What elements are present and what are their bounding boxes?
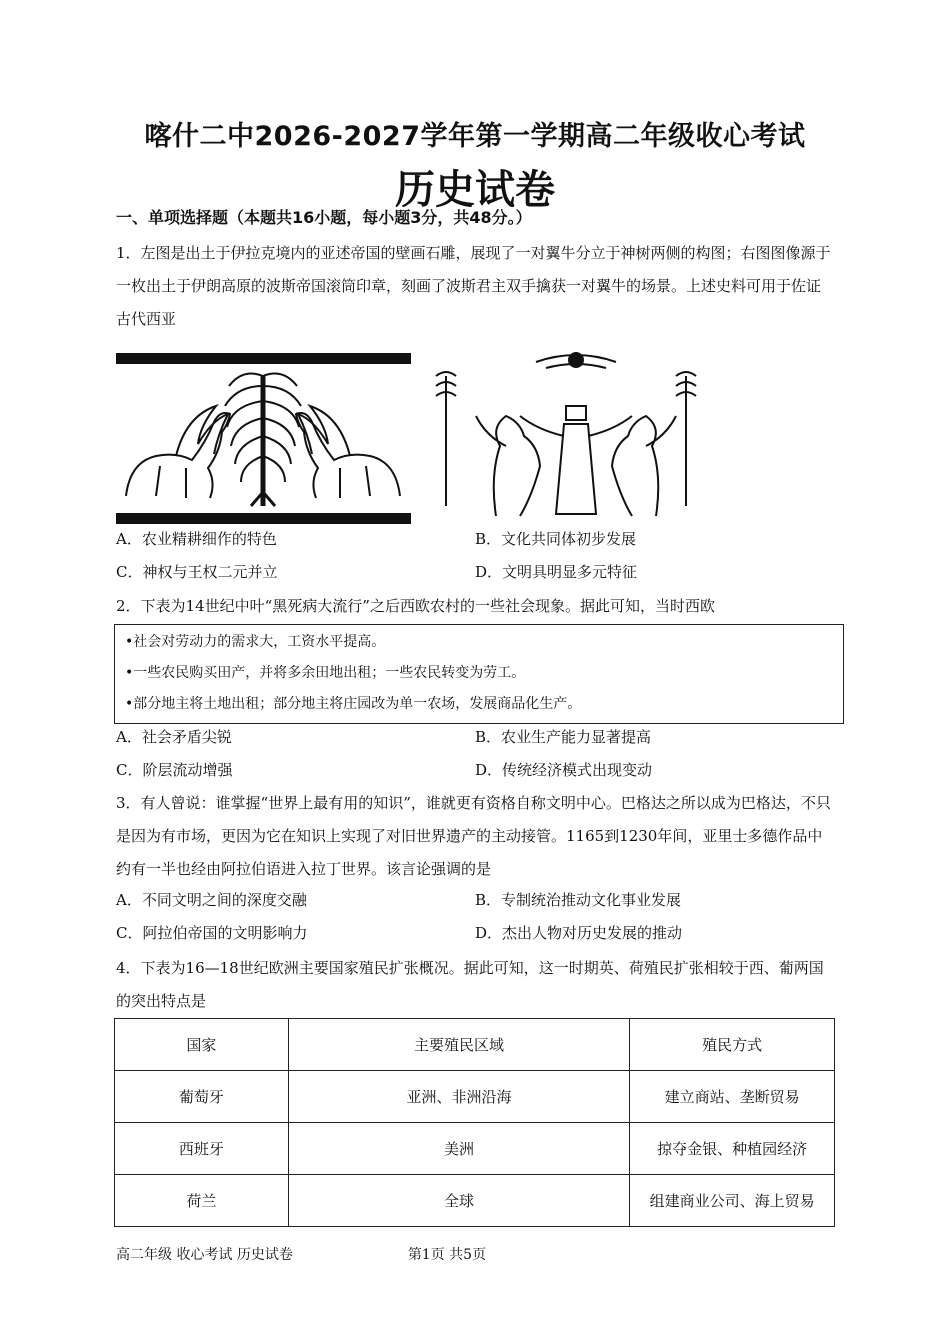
table-header-cell: 殖民方式 (630, 1019, 835, 1071)
question-1-options (116, 523, 834, 589)
option-a[interactable]: A．不同文明之间的深度交融 (116, 891, 307, 909)
exam-title: 喀什二中2026-2027学年第一学期高二年级收心考试 (144, 121, 806, 152)
option-a[interactable]: A．社会矛盾尖锐 (116, 728, 232, 746)
option-a[interactable]: A．农业精耕细作的特色 (116, 530, 277, 548)
section-heading: 一、单项选择题（本题共16小题，每小题3分，共48分。） (116, 208, 532, 227)
table-row (115, 1123, 835, 1175)
table-cell: 组建商业公司、海上贸易 (630, 1175, 835, 1227)
table-header-row (115, 1019, 835, 1071)
table-row (115, 1071, 835, 1123)
question-1-figures (116, 346, 736, 524)
persian-seal-image (436, 353, 696, 516)
option-c[interactable]: C．阶层流动增强 (116, 761, 233, 779)
question-2-material-box (114, 624, 844, 724)
table-cell: 葡萄牙 (115, 1071, 289, 1123)
material-line: •一些农民购买田产，并将多余田地出租；一些农民转变为劳工。 (125, 665, 526, 681)
option-b[interactable]: B．专制统治推动文化事业发展 (475, 891, 682, 909)
material-line: •社会对劳动力的需求大，工资水平提高。 (125, 634, 386, 650)
question-2-options (116, 721, 834, 787)
table-cell: 亚洲、非洲沿海 (288, 1071, 630, 1123)
material-line: •部分地主将土地出租；部分地主将庄园改为单一农场，发展商品化生产。 (125, 696, 582, 712)
option-c[interactable]: C．神权与王权二元并立 (116, 563, 278, 581)
footer-page-number: 第1页 共5页 (407, 1247, 487, 1263)
option-b[interactable]: B．农业生产能力显著提高 (475, 728, 652, 746)
exam-subject: 历史试卷 (395, 166, 555, 213)
table-header-cell: 国家 (115, 1019, 289, 1071)
table-row (115, 1175, 835, 1227)
table-header-cell: 主要殖民区域 (288, 1019, 630, 1071)
question-1-stem: 1．左图是出土于伊拉克境内的亚述帝国的壁画石雕，展现了一对翼牛分立于神树两侧的构图；右图图像源于一枚出土于伊朗高原的波斯帝国滚筒印章，刻画了波斯君主双手擒获一对翼牛的场景。上述史料可用于佐证古代西亚 (116, 244, 831, 328)
table-cell: 西班牙 (115, 1123, 289, 1175)
question-4-stem: 4．下表为16—18世纪欧洲主要国家殖民扩张概况。据此可知，这一时期英、荷殖民扩张相较于西、葡两国的突出特点是 (116, 959, 824, 1010)
question-2-stem: 2．下表为14世纪中叶“黑死病大流行”之后西欧农村的一些社会现象。据此可知，当时西欧 (116, 597, 715, 615)
option-d[interactable]: D．杰出人物对历史发展的推动 (475, 924, 683, 942)
page-footer (116, 1244, 486, 1264)
table-cell: 美洲 (288, 1123, 630, 1175)
option-b[interactable]: B．文化共同体初步发展 (475, 530, 637, 548)
assyrian-relief-image (116, 354, 410, 523)
table-cell: 全球 (288, 1175, 630, 1227)
option-d[interactable]: D．传统经济模式出现变动 (475, 761, 653, 779)
question-3-stem: 3．有人曾说：谁掌握“世界上最有用的知识”，谁就更有资格自称文明中心。巴格达之所以成为巴格达，不只是因为有市场，更因为它在知识上实现了对旧世界遗产的主动接管。1165到1230年间，亚里士多德作品中约有一半也经由阿拉伯语进入拉丁世界。该言论强调的是 (116, 794, 831, 878)
colonial-expansion-table (114, 1018, 835, 1227)
footer-exam-label: 高二年级 收心考试 历史试卷 (116, 1247, 293, 1263)
table-cell: 掠夺金银、种植园经济 (630, 1123, 835, 1175)
option-c[interactable]: C．阿拉伯帝国的文明影响力 (116, 924, 308, 942)
table-cell: 荷兰 (115, 1175, 289, 1227)
option-d[interactable]: D．文明具明显多元特征 (475, 563, 638, 581)
question-3-options (116, 884, 834, 950)
table-cell: 建立商站、垄断贸易 (630, 1071, 835, 1123)
